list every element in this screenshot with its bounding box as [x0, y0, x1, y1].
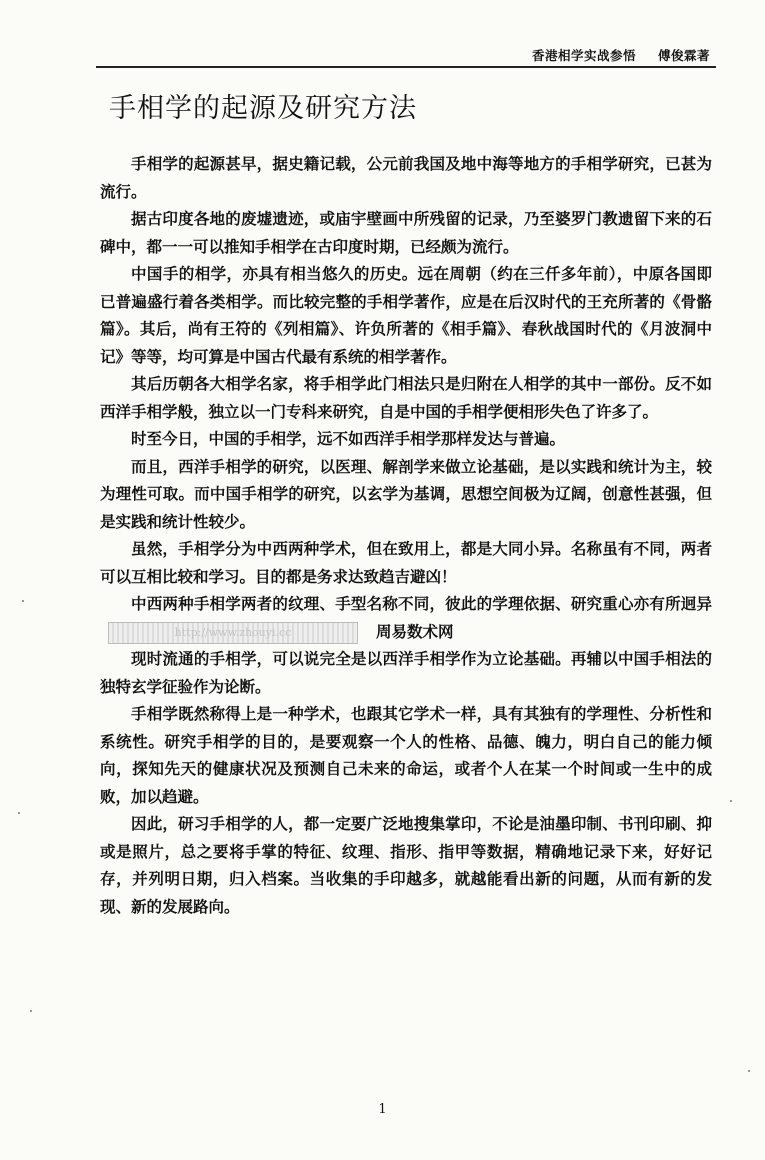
chapter-title: 手相学的起源及研究方法 [109, 93, 417, 124]
watermark-url-box: http://www.zhouyi.cc [108, 622, 358, 644]
paragraph-text: 中西两种手相学两者的纹理、手型名称不同，彼此的学理依据、研究重心亦有所迥异 [131, 594, 712, 613]
paragraph: 现时流通的手相学，可以说完全是以西洋手相学作为立论基础。再辅以中国手相法的独特玄学征验作为论断。 [100, 649, 712, 696]
header-book-title: 香港相学实战参悟 [531, 48, 636, 63]
paragraph: 因此，研习手相学的人，都一定要广泛地搜集掌印，不论是油墨印制、书刊印刷、抑或是照片，总之要将手掌的特征、纹理、指形、指甲等数据，精确地记录下来，好好记存，并列明日期，归入档案。当收集的手印越多，就越能看出新的问题，从而有新的发现、新的发展路向。 [100, 814, 712, 916]
scan-speck [18, 812, 20, 814]
paragraph: 中国手的相学，亦具有相当悠久的历史。远在周朝（约在三仟多年前），中原各国即已普遍盛行着各类相学。而比较完整的手相学著作，应是在后汉时代的王充所著的《骨骼篇》。其后，尚有王符的《列相篇》、许负所著的《相手篇》、春秋战国时代的《月波洞中记》等等，均可算是中国古代最有系统的相学著作。 [100, 264, 712, 366]
body-text [100, 150, 712, 920]
paragraph: 时至今日，中国的手相学，远不如西洋手相学那样发达与普遍。 [131, 429, 566, 448]
running-header [96, 44, 716, 68]
paragraph-with-watermark [100, 590, 712, 645]
paragraph: 手相学的起源甚早，据史籍记载，公元前我国及地中海等地方的手相学研究，已甚为流行。 [100, 154, 712, 201]
scan-speck [30, 1010, 32, 1012]
paragraph: 其后历朝各大相学名家，将手相学此门相法只是归附在人相学的其中一部份。反不如西洋手相学般，独立以一门专科来研究，自是中国的手相学便相形失色了许多了。 [100, 374, 712, 421]
header-rule [96, 66, 716, 68]
paragraph: 据古印度各地的废墟遗迹，或庙宇壁画中所残留的记录，乃至婆罗门教遗留下来的石碑中，都一一可以推知手相学在古印度时期，已经颇为流行。 [100, 209, 712, 256]
scan-speck [22, 600, 24, 602]
paragraph: 手相学既然称得上是一种学术，也跟其它学术一样，具有其独有的学理性、分析性和系统性。研究手相学的目的，是要观察一个人的性格、品德、魄力，明白自己的能力倾向，探知先天的健康状况及预测自己未来的命运，或者个人在某一个时间或一生中的成败，加以趋避。 [100, 704, 712, 806]
scan-speck [730, 800, 732, 802]
page-number: 1 [378, 1102, 387, 1117]
watermark-site-name: 周易数术网 [376, 621, 454, 641]
paragraph: 而且，西洋手相学的研究，以医理、解剖学来做立论基础，是以实践和统计为主，较为理性可取。而中国手相学的研究，以玄学为基调，思想空间极为辽阔，创意性甚强，但是实践和统计性较少。 [100, 456, 712, 531]
paragraph: 虽然，手相学分为中西两种学术，但在致用上，都是大同小异。名称虽有不同，两者可以互相比较和学习。目的都是务求达致趋吉避凶！ [100, 539, 712, 586]
header-text [532, 46, 710, 64]
scan-speck [748, 1070, 750, 1072]
header-author: 傅俊霖著 [657, 48, 710, 63]
